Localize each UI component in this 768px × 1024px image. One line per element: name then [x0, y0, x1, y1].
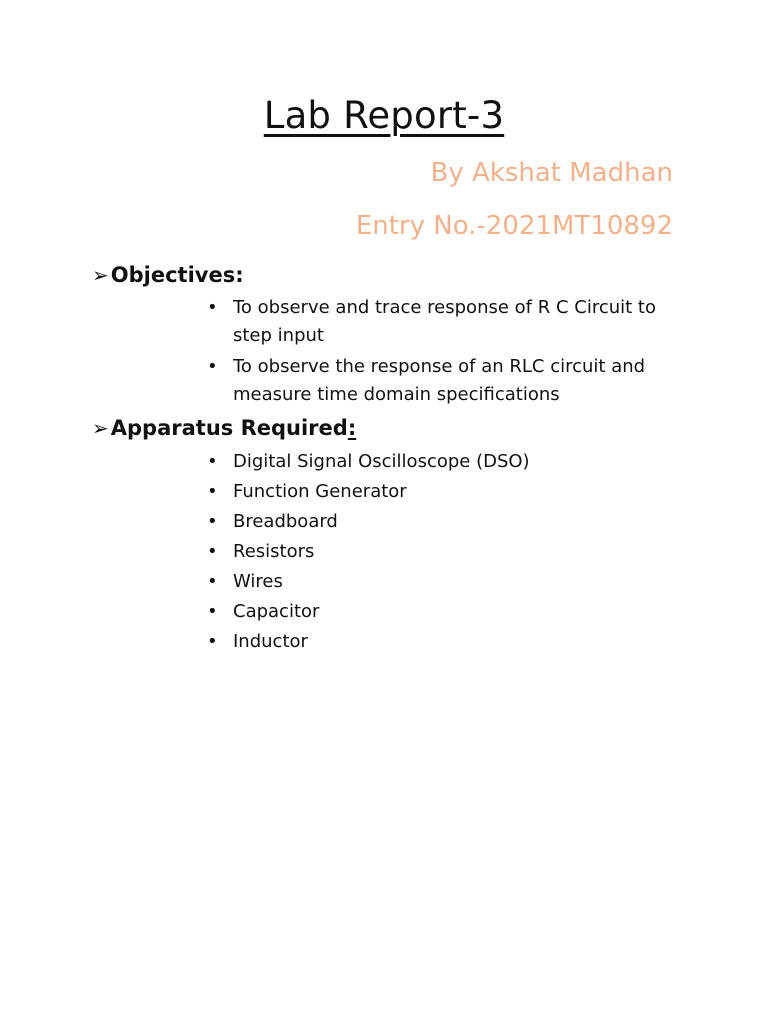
list-item: [0, 597, 693, 627]
list-item: [0, 537, 693, 567]
list-item-text: Breadboard: [233, 511, 338, 532]
list-item: [0, 294, 693, 350]
objectives-list: [0, 294, 693, 412]
list-item-text: To observe and trace response of R C Circuit to step input: [233, 297, 656, 346]
objectives-heading: [92, 262, 244, 288]
entry-number: Entry No.-2021MT10892: [355, 211, 673, 241]
list-item: [0, 353, 693, 409]
bullet-icon: •: [207, 356, 218, 377]
report-title: [0, 94, 768, 137]
arrow-bullet-icon: ➢: [92, 416, 109, 440]
list-item-text: Inductor: [233, 631, 308, 652]
list-item-text: Wires: [233, 571, 283, 592]
apparatus-heading: [92, 415, 356, 441]
list-item: [0, 477, 693, 507]
bullet-icon: •: [207, 541, 218, 562]
list-item-text: Resistors: [233, 541, 315, 562]
list-item-text: Digital Signal Oscilloscope (DSO): [233, 451, 530, 472]
bullet-icon: •: [207, 297, 218, 318]
bullet-icon: •: [207, 481, 218, 502]
bullet-icon: •: [207, 511, 218, 532]
apparatus-heading-text: Apparatus Required: [110, 416, 348, 440]
list-item-text: Function Generator: [233, 481, 407, 502]
list-item: [0, 567, 693, 597]
bullet-icon: •: [207, 451, 218, 472]
apparatus-list: [0, 447, 693, 657]
list-item: [0, 507, 693, 537]
arrow-bullet-icon: ➢: [92, 263, 109, 287]
report-title-text: Lab Report-3: [263, 94, 505, 137]
author-name: By Akshat Madhan: [430, 158, 673, 188]
bullet-icon: •: [207, 601, 218, 622]
objectives-heading-text: Objectives:: [110, 263, 244, 287]
list-item: [0, 447, 693, 477]
list-item-text: Capacitor: [233, 601, 320, 622]
list-item: [0, 627, 693, 657]
bullet-icon: •: [207, 631, 218, 652]
list-item-text: To observe the response of an RLC circuit and measure time domain specifications: [233, 356, 646, 405]
bullet-icon: •: [207, 571, 218, 592]
apparatus-heading-colon: :: [347, 416, 357, 440]
